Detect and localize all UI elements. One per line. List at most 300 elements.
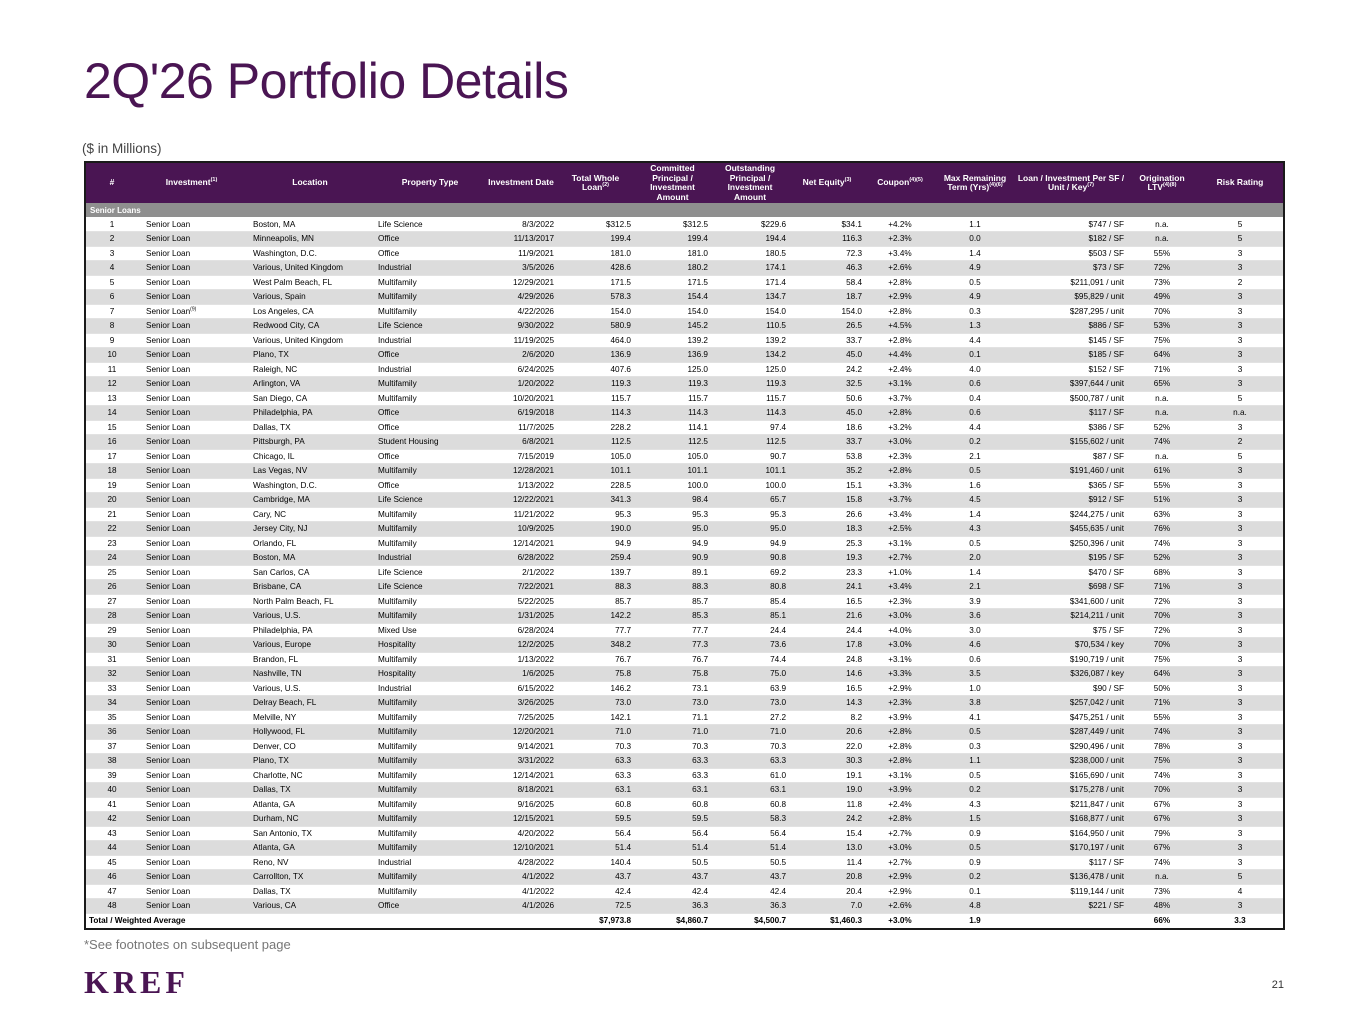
cell-investment: Senior Loan: [138, 768, 245, 783]
table-row: [86, 362, 1283, 377]
cell-total-whole-loan: 142.1: [557, 710, 634, 725]
cell-investment: Senior Loan: [138, 841, 245, 856]
cell-location: Arlington, VA: [245, 377, 375, 392]
cell-total-whole-loan: 75.8: [557, 667, 634, 682]
table-row: [86, 899, 1283, 914]
total-net-equity: $1,460.3: [789, 913, 865, 928]
cell-max-term: 0.5: [935, 536, 1015, 551]
table-header-row: [86, 163, 1283, 203]
cell-total-whole-loan: 51.4: [557, 841, 634, 856]
table-row: [86, 551, 1283, 566]
cell-loan-per: $503 / SF: [1015, 246, 1127, 261]
cell-max-term: 0.5: [935, 725, 1015, 740]
cell-coupon: +3.0%: [865, 435, 935, 450]
cell-investment: Senior Loan: [138, 290, 245, 305]
cell-net-equity: 14.6: [789, 667, 865, 682]
cell-coupon: +3.3%: [865, 478, 935, 493]
cell-ltv: 76%: [1127, 522, 1197, 537]
cell-max-term: 4.6: [935, 638, 1015, 653]
cell-risk-rating: 3: [1197, 681, 1283, 696]
cell-committed: 70.3: [634, 739, 711, 754]
cell-committed: 125.0: [634, 362, 711, 377]
cell-coupon: +3.1%: [865, 377, 935, 392]
cell-outstanding: 94.9: [711, 536, 789, 551]
cell-coupon: +2.7%: [865, 855, 935, 870]
cell-row-number: 17: [86, 449, 138, 464]
cell-ltv: 72%: [1127, 594, 1197, 609]
cell-risk-rating: 5: [1197, 870, 1283, 885]
cell-investment: Senior Loan: [138, 362, 245, 377]
cell-loan-per: $244,275 / unit: [1015, 507, 1127, 522]
cell-coupon: +3.4%: [865, 507, 935, 522]
cell-committed: 139.2: [634, 333, 711, 348]
cell-coupon: +3.4%: [865, 580, 935, 595]
cell-property-type: Multifamily: [375, 768, 485, 783]
cell-risk-rating: 3: [1197, 783, 1283, 798]
cell-row-number: 33: [86, 681, 138, 696]
cell-location: Plano, TX: [245, 754, 375, 769]
cell-location: Brandon, FL: [245, 652, 375, 667]
table-row: [86, 681, 1283, 696]
table-row: [86, 638, 1283, 653]
cell-investment: Senior Loan: [138, 406, 245, 421]
cell-investment-date: 12/20/2021: [485, 725, 557, 740]
cell-max-term: 1.5: [935, 812, 1015, 827]
cell-row-number: 48: [86, 899, 138, 914]
cell-outstanding: 90.7: [711, 449, 789, 464]
cell-outstanding: 115.7: [711, 391, 789, 406]
cell-coupon: +2.9%: [865, 681, 935, 696]
cell-risk-rating: 3: [1197, 696, 1283, 711]
cell-total-whole-loan: 142.2: [557, 609, 634, 624]
cell-outstanding: 51.4: [711, 841, 789, 856]
cell-max-term: 3.9: [935, 594, 1015, 609]
cell-property-type: Office: [375, 449, 485, 464]
cell-ltv: 73%: [1127, 884, 1197, 899]
cell-ltv: 75%: [1127, 754, 1197, 769]
cell-location: Dallas, TX: [245, 783, 375, 798]
table-row: [86, 812, 1283, 827]
cell-total-whole-loan: 88.3: [557, 580, 634, 595]
cell-investment: Senior Loan: [138, 449, 245, 464]
cell-investment: Senior Loan: [138, 435, 245, 450]
cell-max-term: 2.1: [935, 580, 1015, 595]
cell-net-equity: 18.3: [789, 522, 865, 537]
cell-investment: Senior Loan: [138, 580, 245, 595]
cell-coupon: +3.2%: [865, 420, 935, 435]
total-outstanding: $4,500.7: [711, 913, 789, 928]
cell-max-term: 1.3: [935, 319, 1015, 334]
cell-property-type: Industrial: [375, 681, 485, 696]
cell-investment-date: 11/7/2025: [485, 420, 557, 435]
cell-investment-date: 4/1/2026: [485, 899, 557, 914]
cell-row-number: 25: [86, 565, 138, 580]
cell-property-type: Hospitality: [375, 667, 485, 682]
cell-outstanding: 154.0: [711, 304, 789, 319]
cell-ltv: 74%: [1127, 536, 1197, 551]
cell-max-term: 0.2: [935, 870, 1015, 885]
cell-committed: 63.3: [634, 754, 711, 769]
table-row: [86, 406, 1283, 421]
cell-investment-date: 4/28/2022: [485, 855, 557, 870]
cell-investment-date: 1/6/2025: [485, 667, 557, 682]
cell-loan-per: $70,534 / key: [1015, 638, 1127, 653]
table-row: [86, 435, 1283, 450]
cell-loan-per: $75 / SF: [1015, 623, 1127, 638]
col-header-committed: Committed Principal / Investment Amount: [634, 163, 711, 203]
cell-net-equity: 23.3: [789, 565, 865, 580]
cell-row-number: 3: [86, 246, 138, 261]
cell-loan-per: $155,602 / unit: [1015, 435, 1127, 450]
cell-loan-per: $185 / SF: [1015, 348, 1127, 363]
cell-ltv: 63%: [1127, 507, 1197, 522]
cell-committed: 42.4: [634, 884, 711, 899]
cell-max-term: 0.5: [935, 275, 1015, 290]
cell-property-type: Multifamily: [375, 304, 485, 319]
cell-max-term: 0.6: [935, 406, 1015, 421]
cell-committed: 171.5: [634, 275, 711, 290]
cell-loan-per: $326,087 / key: [1015, 667, 1127, 682]
cell-location: Jersey City, NJ: [245, 522, 375, 537]
cell-row-number: 34: [86, 696, 138, 711]
cell-outstanding: 95.3: [711, 507, 789, 522]
cell-risk-rating: 3: [1197, 812, 1283, 827]
cell-investment: Senior Loan: [138, 739, 245, 754]
cell-committed: 63.3: [634, 768, 711, 783]
cell-investment-date: 1/20/2022: [485, 377, 557, 392]
cell-location: Reno, NV: [245, 855, 375, 870]
cell-net-equity: 50.6: [789, 391, 865, 406]
cell-committed: 95.0: [634, 522, 711, 537]
cell-committed: 114.1: [634, 420, 711, 435]
cell-investment: Senior Loan: [138, 696, 245, 711]
cell-property-type: Multifamily: [375, 739, 485, 754]
cell-location: Nashville, TN: [245, 667, 375, 682]
cell-investment-date: 4/1/2022: [485, 884, 557, 899]
cell-loan-per: $747 / SF: [1015, 217, 1127, 232]
cell-ltv: 53%: [1127, 319, 1197, 334]
table-row: [86, 464, 1283, 479]
cell-ltv: 64%: [1127, 348, 1197, 363]
cell-net-equity: 7.0: [789, 899, 865, 914]
cell-committed: 63.1: [634, 783, 711, 798]
cell-outstanding: 61.0: [711, 768, 789, 783]
cell-property-type: Multifamily: [375, 377, 485, 392]
cell-risk-rating: 3: [1197, 725, 1283, 740]
cell-row-number: 44: [86, 841, 138, 856]
cell-risk-rating: 3: [1197, 609, 1283, 624]
cell-investment-date: 6/28/2022: [485, 551, 557, 566]
cell-net-equity: 25.3: [789, 536, 865, 551]
cell-total-whole-loan: 407.6: [557, 362, 634, 377]
portfolio-table: [86, 163, 1283, 928]
cell-total-whole-loan: 140.4: [557, 855, 634, 870]
cell-row-number: 30: [86, 638, 138, 653]
cell-loan-per: $152 / SF: [1015, 362, 1127, 377]
cell-location: Brisbane, CA: [245, 580, 375, 595]
cell-net-equity: 14.3: [789, 696, 865, 711]
cell-property-type: Multifamily: [375, 754, 485, 769]
table-row: [86, 449, 1283, 464]
col-header-number: #: [86, 163, 138, 203]
cell-committed: 101.1: [634, 464, 711, 479]
cell-risk-rating: 5: [1197, 217, 1283, 232]
section-header-row: [86, 203, 1283, 217]
cell-committed: $312.5: [634, 217, 711, 232]
cell-risk-rating: 5: [1197, 232, 1283, 247]
cell-committed: 112.5: [634, 435, 711, 450]
cell-investment: Senior Loan: [138, 754, 245, 769]
cell-committed: 145.2: [634, 319, 711, 334]
cell-total-whole-loan: 95.3: [557, 507, 634, 522]
cell-total-whole-loan: 94.9: [557, 536, 634, 551]
cell-property-type: Multifamily: [375, 652, 485, 667]
cell-investment-date: 12/28/2021: [485, 464, 557, 479]
cell-investment: Senior Loan: [138, 493, 245, 508]
cell-investment-date: 12/29/2021: [485, 275, 557, 290]
cell-coupon: +2.3%: [865, 696, 935, 711]
cell-property-type: Industrial: [375, 362, 485, 377]
cell-investment-date: 8/18/2021: [485, 783, 557, 798]
cell-investment: Senior Loan: [138, 652, 245, 667]
cell-property-type: Multifamily: [375, 290, 485, 305]
cell-outstanding: 80.8: [711, 580, 789, 595]
cell-net-equity: 13.0: [789, 841, 865, 856]
cell-max-term: 0.9: [935, 826, 1015, 841]
cell-loan-per: $221 / SF: [1015, 899, 1127, 914]
cell-investment-date: 1/13/2022: [485, 652, 557, 667]
cell-loan-per: $500,787 / unit: [1015, 391, 1127, 406]
cell-outstanding: 73.0: [711, 696, 789, 711]
cell-investment: Senior Loan: [138, 551, 245, 566]
cell-outstanding: 43.7: [711, 870, 789, 885]
cell-committed: 94.9: [634, 536, 711, 551]
table-row: [86, 565, 1283, 580]
cell-property-type: Industrial: [375, 333, 485, 348]
cell-row-number: 19: [86, 478, 138, 493]
cell-coupon: +2.8%: [865, 406, 935, 421]
cell-property-type: Industrial: [375, 261, 485, 276]
cell-max-term: 3.8: [935, 696, 1015, 711]
cell-outstanding: 180.5: [711, 246, 789, 261]
cell-outstanding: 171.4: [711, 275, 789, 290]
cell-row-number: 21: [86, 507, 138, 522]
cell-coupon: +1.0%: [865, 565, 935, 580]
cell-investment: Senior Loan: [138, 246, 245, 261]
cell-coupon: +2.8%: [865, 464, 935, 479]
cell-net-equity: 16.5: [789, 594, 865, 609]
cell-risk-rating: 3: [1197, 362, 1283, 377]
cell-row-number: 12: [86, 377, 138, 392]
cell-property-type: Office: [375, 899, 485, 914]
cell-loan-per: $470 / SF: [1015, 565, 1127, 580]
cell-risk-rating: 3: [1197, 594, 1283, 609]
cell-investment-date: 12/14/2021: [485, 768, 557, 783]
cell-investment: Senior Loan: [138, 319, 245, 334]
cell-risk-rating: 5: [1197, 391, 1283, 406]
cell-location: Various, U.S.: [245, 681, 375, 696]
cell-risk-rating: 3: [1197, 290, 1283, 305]
cell-row-number: 38: [86, 754, 138, 769]
cell-ltv: 67%: [1127, 812, 1197, 827]
cell-location: Cary, NC: [245, 507, 375, 522]
cell-loan-per: $175,278 / unit: [1015, 783, 1127, 798]
cell-max-term: 0.2: [935, 435, 1015, 450]
cell-investment-date: 9/30/2022: [485, 319, 557, 334]
cell-coupon: +4.0%: [865, 623, 935, 638]
table-row: [86, 768, 1283, 783]
cell-investment: Senior Loan: [138, 217, 245, 232]
cell-max-term: 4.9: [935, 261, 1015, 276]
cell-location: Atlanta, GA: [245, 841, 375, 856]
cell-location: Durham, NC: [245, 812, 375, 827]
cell-investment: Senior Loan: [138, 899, 245, 914]
table-row: [86, 246, 1283, 261]
cell-ltv: 74%: [1127, 725, 1197, 740]
cell-ltv: 73%: [1127, 275, 1197, 290]
cell-coupon: +2.3%: [865, 449, 935, 464]
page-number: 21: [1271, 979, 1284, 991]
cell-risk-rating: 3: [1197, 623, 1283, 638]
cell-net-equity: 19.0: [789, 783, 865, 798]
cell-investment: Senior Loan: [138, 710, 245, 725]
cell-total-whole-loan: 341.3: [557, 493, 634, 508]
cell-coupon: +2.8%: [865, 739, 935, 754]
cell-location: San Antonio, TX: [245, 826, 375, 841]
cell-ltv: 50%: [1127, 681, 1197, 696]
cell-loan-per: $287,449 / unit: [1015, 725, 1127, 740]
cell-committed: 75.8: [634, 667, 711, 682]
table-row: [86, 391, 1283, 406]
cell-investment: Senior Loan: [138, 565, 245, 580]
table-row: [86, 580, 1283, 595]
cell-ltv: 72%: [1127, 261, 1197, 276]
cell-outstanding: 42.4: [711, 884, 789, 899]
cell-location: Raleigh, NC: [245, 362, 375, 377]
cell-ltv: 61%: [1127, 464, 1197, 479]
cell-row-number: 11: [86, 362, 138, 377]
cell-row-number: 10: [86, 348, 138, 363]
section-label: Senior Loans: [86, 203, 1283, 217]
cell-investment-date: 3/26/2025: [485, 696, 557, 711]
total-committed: $4,860.7: [634, 913, 711, 928]
cell-property-type: Industrial: [375, 855, 485, 870]
cell-row-number: 32: [86, 667, 138, 682]
cell-coupon: +2.8%: [865, 725, 935, 740]
cell-ltv: 75%: [1127, 333, 1197, 348]
cell-row-number: 45: [86, 855, 138, 870]
cell-investment-date: 6/8/2021: [485, 435, 557, 450]
table-row: [86, 826, 1283, 841]
cell-committed: 51.4: [634, 841, 711, 856]
cell-location: Various, CA: [245, 899, 375, 914]
cell-investment-date: 12/10/2021: [485, 841, 557, 856]
cell-row-number: 18: [86, 464, 138, 479]
cell-investment: Senior Loan: [138, 261, 245, 276]
cell-property-type: Multifamily: [375, 522, 485, 537]
cell-row-number: 8: [86, 319, 138, 334]
cell-outstanding: 125.0: [711, 362, 789, 377]
cell-net-equity: 18.6: [789, 420, 865, 435]
cell-property-type: Office: [375, 348, 485, 363]
cell-outstanding: 69.2: [711, 565, 789, 580]
cell-row-number: 46: [86, 870, 138, 885]
cell-location: Philadelphia, PA: [245, 623, 375, 638]
cell-max-term: 4.8: [935, 899, 1015, 914]
cell-total-whole-loan: 76.7: [557, 652, 634, 667]
cell-committed: 95.3: [634, 507, 711, 522]
cell-location: Delray Beach, FL: [245, 696, 375, 711]
cell-investment-date: 4/1/2022: [485, 870, 557, 885]
cell-investment: Senior Loan: [138, 391, 245, 406]
cell-coupon: +3.4%: [865, 246, 935, 261]
cell-risk-rating: 3: [1197, 536, 1283, 551]
cell-total-whole-loan: $312.5: [557, 217, 634, 232]
table-row: [86, 725, 1283, 740]
cell-investment: Senior Loan: [138, 609, 245, 624]
cell-investment-date: 9/16/2025: [485, 797, 557, 812]
cell-investment: Senior Loan: [138, 812, 245, 827]
cell-ltv: 52%: [1127, 420, 1197, 435]
table-row: [86, 870, 1283, 885]
cell-loan-per: $341,600 / unit: [1015, 594, 1127, 609]
cell-coupon: +4.4%: [865, 348, 935, 363]
cell-investment: Senior Loan: [138, 884, 245, 899]
units-note: ($ in Millions): [82, 141, 162, 156]
cell-committed: 50.5: [634, 855, 711, 870]
cell-location: West Palm Beach, FL: [245, 275, 375, 290]
cell-row-number: 2: [86, 232, 138, 247]
cell-ltv: 75%: [1127, 652, 1197, 667]
cell-total-whole-loan: 114.3: [557, 406, 634, 421]
cell-committed: 98.4: [634, 493, 711, 508]
col-header-outstanding: Outstanding Principal / Investment Amount: [711, 163, 789, 203]
cell-investment-date: 6/19/2018: [485, 406, 557, 421]
cell-risk-rating: 3: [1197, 826, 1283, 841]
cell-coupon: +2.8%: [865, 275, 935, 290]
cell-risk-rating: 3: [1197, 493, 1283, 508]
cell-outstanding: 27.2: [711, 710, 789, 725]
cell-coupon: +2.7%: [865, 551, 935, 566]
cell-net-equity: 19.1: [789, 768, 865, 783]
cell-investment: Senior Loan: [138, 725, 245, 740]
cell-outstanding: 70.3: [711, 739, 789, 754]
cell-ltv: 72%: [1127, 623, 1197, 638]
cell-total-whole-loan: 228.2: [557, 420, 634, 435]
cell-net-equity: 32.5: [789, 377, 865, 392]
cell-outstanding: 174.1: [711, 261, 789, 276]
cell-location: Orlando, FL: [245, 536, 375, 551]
cell-loan-per: $211,847 / unit: [1015, 797, 1127, 812]
cell-ltv: 67%: [1127, 841, 1197, 856]
cell-total-whole-loan: 228.5: [557, 478, 634, 493]
table-row: [86, 594, 1283, 609]
cell-loan-per: $145 / SF: [1015, 333, 1127, 348]
table-row: [86, 333, 1283, 348]
cell-property-type: Multifamily: [375, 594, 485, 609]
cell-total-whole-loan: 348.2: [557, 638, 634, 653]
cell-investment: Senior Loan: [138, 826, 245, 841]
cell-net-equity: 24.4: [789, 623, 865, 638]
cell-investment: Senior Loan: [138, 348, 245, 363]
cell-location: Boston, MA: [245, 551, 375, 566]
cell-location: Various, United Kingdom: [245, 333, 375, 348]
cell-property-type: Life Science: [375, 493, 485, 508]
cell-net-equity: 46.3: [789, 261, 865, 276]
cell-total-whole-loan: 428.6: [557, 261, 634, 276]
cell-total-whole-loan: 136.9: [557, 348, 634, 363]
cell-loan-per: $195 / SF: [1015, 551, 1127, 566]
